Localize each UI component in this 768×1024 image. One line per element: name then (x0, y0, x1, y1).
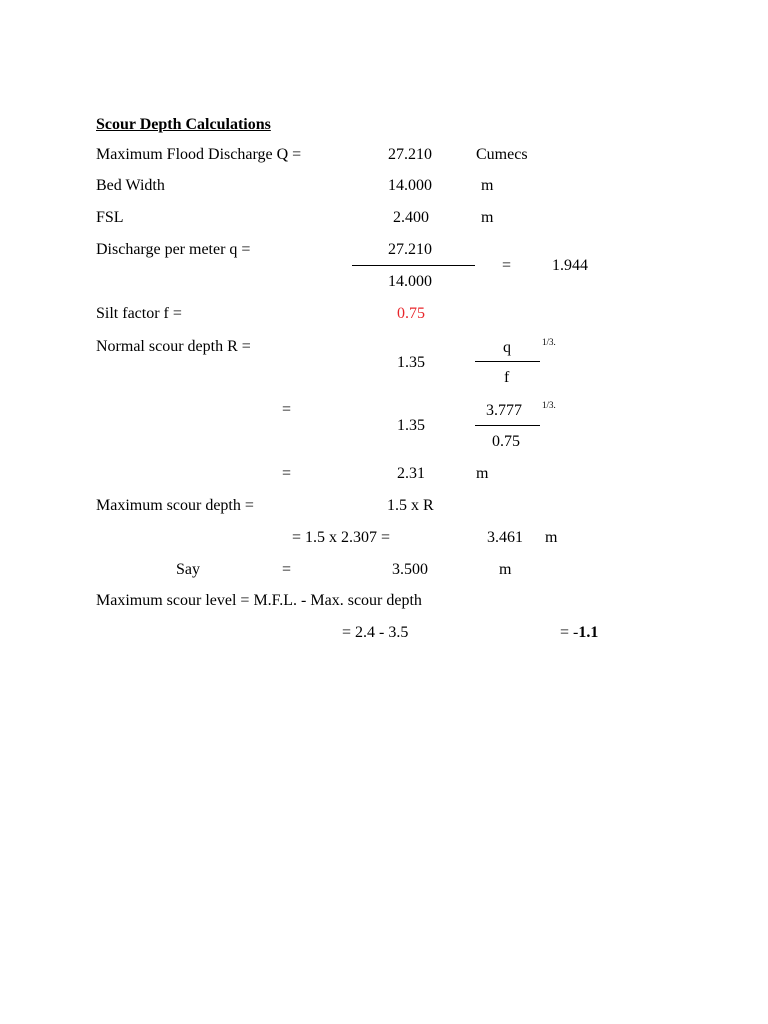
bed-width-value: 14.000 (388, 177, 432, 194)
normal-scour-result-value: 2.31 (397, 465, 425, 482)
max-scour-level-result (560, 625, 598, 641)
silt-factor-label: Silt factor f = (96, 305, 182, 322)
bed-width-unit: m (481, 177, 494, 194)
silt-factor-value: 0.75 (397, 305, 425, 322)
max-scour-depth-formula: 1.5 x R (387, 497, 434, 514)
normal-scour-sub-coef: 1.35 (397, 417, 425, 434)
normal-scour-result-unit: m (476, 465, 489, 482)
max-scour-level-expression: = 2.4 - 3.5 (342, 624, 409, 641)
discharge-denominator: 14.000 (388, 273, 432, 290)
fsl-value: 2.400 (393, 209, 429, 226)
discharge-result: 1.944 (552, 257, 588, 274)
normal-scour-denominator: f (504, 369, 510, 386)
say-value: 3.500 (392, 561, 428, 578)
discharge-fraction-bar (352, 265, 475, 266)
normal-scour-sub-denominator: 0.75 (492, 433, 520, 450)
bed-width-label: Bed Width (96, 177, 165, 194)
discharge-per-meter-label: Discharge per meter q = (96, 241, 251, 258)
fsl-unit: m (481, 209, 494, 226)
max-flood-unit: Cumecs (476, 146, 528, 163)
normal-scour-label: Normal scour depth R = (96, 338, 251, 355)
max-scour-level-label: Maximum scour level = M.F.L. - Max. scour depth (96, 592, 422, 609)
normal-scour-result-equals: = (282, 465, 292, 482)
normal-scour-exponent: 1/3. (542, 337, 556, 347)
normal-scour-sub-equals: = (282, 401, 292, 418)
max-scour-level-value: 1.1 (578, 624, 599, 641)
max-flood-value: 27.210 (388, 146, 432, 163)
max-scour-depth-label: Maximum scour depth = (96, 497, 254, 514)
normal-scour-numerator: q (503, 339, 511, 356)
max-scour-calc-value: 3.461 (487, 529, 523, 546)
max-scour-calc-unit: m (545, 529, 558, 546)
normal-scour-fraction-bar (475, 361, 540, 362)
page-title: Scour Depth Calculations (96, 116, 271, 133)
discharge-equals: = (502, 257, 512, 274)
say-label: Say (176, 561, 200, 578)
max-scour-calc-expression: = 1.5 x 2.307 = (292, 529, 391, 546)
max-scour-level-equals: = - (560, 624, 579, 641)
say-equals: = (282, 561, 292, 578)
normal-scour-coef: 1.35 (397, 354, 425, 371)
normal-scour-sub-fraction-bar (475, 425, 540, 426)
normal-scour-sub-numerator: 3.777 (486, 402, 522, 419)
normal-scour-sub-exponent: 1/3. (542, 400, 556, 410)
say-unit: m (499, 561, 512, 578)
fsl-label: FSL (96, 209, 124, 226)
discharge-numerator: 27.210 (388, 241, 432, 258)
max-flood-label: Maximum Flood Discharge Q = (96, 146, 302, 163)
